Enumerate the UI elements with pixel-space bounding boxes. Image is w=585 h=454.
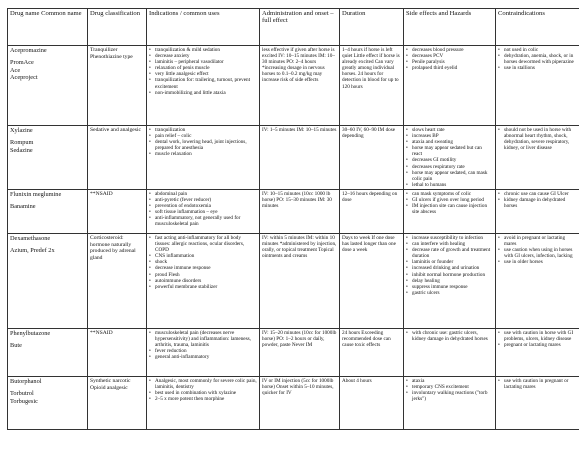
- side-effect-item: • prolapsed third eyelid: [406, 65, 493, 71]
- side-effect-item: • increased drinking and urination: [406, 265, 493, 271]
- side-effect-item: • slows heart rate: [406, 127, 493, 133]
- indications-cell: [147, 189, 260, 233]
- indication-item: • tranquilization & mild sedation: [149, 47, 257, 53]
- side-effect-item: • involuntary walking reactions ("torb jerks"): [406, 390, 493, 402]
- indication-item: • powerful membrane stabilizer: [149, 284, 257, 290]
- side-effect-item: • with chronic use: gastric ulcers, kidney damage in dehydrated horses: [406, 330, 493, 342]
- side-effect-item: • temporary CNS excitement: [406, 384, 493, 390]
- duration-text: Days to week If one dose has lasted longer than one dose a week: [342, 234, 396, 254]
- side-effect-item: • decrease rate of growth and treatment duration: [406, 247, 493, 259]
- header-side-effects: Side effects and Hazards: [404, 9, 496, 46]
- indication-item: • autoimmune disorders: [149, 278, 257, 284]
- contraindication-list: [498, 330, 577, 348]
- header-drug-name: Drug name Common name: [8, 9, 88, 46]
- indication-list: [149, 191, 257, 228]
- drug-name-line: PromAce: [10, 59, 34, 67]
- duration-text: 30–60 IV, 60–90 IM dose depending: [342, 127, 396, 140]
- side-effect-list: [406, 330, 493, 342]
- indication-item: • muscle relaxation: [149, 151, 257, 157]
- side-effect-item: • inhibit normal hormone production: [406, 272, 493, 278]
- side-effect-item: • ataxia and sweating: [406, 139, 493, 145]
- indication-item: • non-immobilizing and little ataxia: [149, 90, 257, 96]
- indication-item: • proud Flesh: [149, 272, 257, 278]
- side-effect-item: • decreases respiratory rate: [406, 164, 493, 170]
- drug-name-line: Ace: [10, 66, 21, 74]
- contraindications-cell: [496, 376, 580, 429]
- administration-text: IV: 1–5 minutes IM: 10–15 minutes: [262, 127, 337, 133]
- drug-name-line: Xylazine: [10, 127, 33, 134]
- indications-cell: [147, 328, 260, 376]
- indication-item: • prevention of endotoxemia: [149, 203, 257, 209]
- side-effects-cell: [404, 328, 496, 376]
- side-effect-item: • laminitis or founder: [406, 259, 493, 265]
- header-duration: Duration: [340, 9, 404, 46]
- header-indications: Indications / common uses: [147, 9, 260, 46]
- drug-name-line: Sedazine: [10, 146, 33, 154]
- classification-cell: [88, 126, 147, 190]
- contraindication-item: • avoid in pregnant or lactating mares: [498, 235, 577, 247]
- indication-list: [149, 127, 257, 157]
- drug-name-line: Azium, Predef 2x: [10, 247, 55, 255]
- classification-cell: [88, 189, 147, 233]
- duration-cell: [340, 376, 404, 429]
- duration-cell: [340, 126, 404, 190]
- drug-name-line: Flunixin meglumine: [10, 190, 62, 198]
- indication-item: • very little analgesic effect: [149, 71, 257, 77]
- classification-cell: [88, 376, 147, 429]
- indication-list: [149, 378, 257, 402]
- header-row: [8, 9, 580, 46]
- contraindication-item: • not used in colic: [498, 47, 577, 53]
- side-effects-cell: [404, 46, 496, 126]
- contraindication-list: [498, 191, 577, 209]
- side-effect-item: • GI ulcers if given over long period: [406, 197, 493, 203]
- classification-cell: [88, 46, 147, 126]
- contraindications-cell: [496, 126, 580, 190]
- indication-item: • Analgesic, most commonly for severe colic pain, laminitis, dentistry: [149, 378, 257, 390]
- duration-cell: [340, 189, 404, 233]
- contraindication-item: • kidney damage in dehydrated horses: [498, 197, 577, 209]
- drug-name-cell: [8, 189, 88, 233]
- side-effect-item: • IM injection site can cause injection site abscess: [406, 203, 493, 215]
- indication-list: [149, 330, 257, 360]
- drug-name-cell: [8, 376, 88, 429]
- indications-cell: [147, 376, 260, 429]
- administration-cell: [260, 189, 340, 233]
- indication-item: • shock: [149, 259, 257, 265]
- side-effect-item: • ataxia: [406, 378, 493, 384]
- drug-name-line: Phenylbutazone: [10, 329, 51, 337]
- administration-text: IV: 15–20 minutes (10cc for 1000lb horse) PO: 1–2 hours or daily, powder, paste Never IM: [262, 329, 337, 349]
- contraindication-item: • use with caution in pregnant or lactating mares: [498, 378, 577, 390]
- drug-name-line: Torbugesic: [10, 397, 38, 405]
- drug-row: [8, 328, 580, 376]
- indication-item: • relaxation of penis muscle: [149, 65, 257, 71]
- classification-cell: [88, 328, 147, 376]
- side-effect-item: • decreases blood pressure: [406, 47, 493, 53]
- indication-item: • decrease immune response: [149, 265, 257, 271]
- header-classification: Drug classification: [88, 9, 147, 46]
- drug-name-line: Banamine: [10, 203, 36, 211]
- contraindications-cell: [496, 328, 580, 376]
- side-effect-item: • gastric ulcers: [406, 290, 493, 296]
- duration-cell: [340, 328, 404, 376]
- drug-reference-sheet: [7, 8, 579, 450]
- side-effect-item: • can interfere with healing: [406, 241, 493, 247]
- indication-item: • fast acting anti-inflammatory for all body tissues: allergic reactions, ocular disorders, COPD: [149, 235, 257, 253]
- side-effect-list: [406, 127, 493, 188]
- administration-cell: [260, 46, 340, 126]
- indication-item: • dental work, lowering head, joint injections, prepared for anesthesia: [149, 139, 257, 151]
- drug-row: [8, 376, 580, 429]
- classification-text: **NSAID: [90, 329, 113, 336]
- side-effects-cell: [404, 233, 496, 328]
- administration-cell: [260, 328, 340, 376]
- side-effect-list: [406, 378, 493, 402]
- classification-text: Corticosteroid: hormone naturally produced by adrenal gland: [90, 234, 136, 261]
- drug-name-line: Aceproject: [10, 73, 38, 81]
- indication-item: • 2–5 x more potent then morphine: [149, 396, 257, 402]
- administration-cell: [260, 233, 340, 328]
- indication-item: • pain relief – colic: [149, 133, 257, 139]
- contraindication-item: • use caution when using in horses with GI ulcers, infection, lacking: [498, 247, 577, 259]
- classification-cell: [88, 233, 147, 328]
- duration-text: 1–4 hours if horse is left quiet Little effect if horse is already excited Can vary greatly among individual horses. 24 hours for detection in blood for up to 120 hours: [342, 47, 400, 90]
- contraindication-list: [498, 378, 577, 390]
- contraindication-item: • use with caution in horse with GI problems, ulcers, kidney disease: [498, 330, 577, 342]
- side-effect-item: • decreases PCV: [406, 53, 493, 59]
- indication-item: • decrease anxiety: [149, 53, 257, 59]
- drug-name-line: Rompum: [10, 139, 34, 147]
- classification-text: Sedative and analgesic: [90, 127, 141, 133]
- contraindications-cell: [496, 233, 580, 328]
- side-effect-item: • Penile paralysis: [406, 59, 493, 65]
- contraindication-item: • should not be used in horse with abnormal heart rhythm, shock, dehydration, severe respiratory, kidney, or liver disease: [498, 127, 577, 151]
- contraindications-cell: [496, 189, 580, 233]
- side-effect-list: [406, 47, 493, 71]
- drug-name-line: Bute: [10, 342, 22, 350]
- indication-item: • best used in combination with xylazine: [149, 390, 257, 396]
- indication-item: • anti-pyretic (fever reducer): [149, 197, 257, 203]
- drug-name-line: Dexamethasone: [10, 234, 51, 242]
- classification-text: **NSAID: [90, 190, 113, 197]
- administration-cell: [260, 126, 340, 190]
- side-effects-cell: [404, 376, 496, 429]
- side-effects-cell: [404, 126, 496, 190]
- indication-item: • laminitis – peripheral vasodilator: [149, 59, 257, 65]
- contraindication-item: • dehydration, anemia, shock, or in horses dewormed with piperazine: [498, 53, 577, 65]
- administration-text: IV or IM injection (5cc for 1000lb horse) Onset within 5–10 minutes, quicker for IV: [262, 377, 334, 397]
- side-effect-list: [406, 191, 493, 215]
- contraindication-list: [498, 47, 577, 71]
- administration-text: IV: within 5 minutes IM: within 10 minutes *administered by injection, orally, or topical treatment Topical ointments and creams: [262, 234, 337, 260]
- drug-table: [7, 8, 579, 430]
- indications-cell: [147, 126, 260, 190]
- drug-name-cell: [8, 233, 88, 328]
- duration-text: About 4 hours: [342, 377, 372, 384]
- side-effects-cell: [404, 189, 496, 233]
- indications-cell: [147, 46, 260, 126]
- header-contraindications: Contraindications: [496, 9, 580, 46]
- classification-text: Tranquilizer Phenothiazine type: [90, 47, 133, 60]
- indication-item: • tranquilization for: trailering, turnout, prevent excitement: [149, 77, 257, 89]
- indication-item: • fever reduction: [149, 348, 257, 354]
- duration-text: 24 hours Exceeding recommended dose can cause toxic effects: [342, 329, 391, 349]
- side-effect-item: • suppress immune response: [406, 284, 493, 290]
- drug-row: [8, 46, 580, 126]
- contraindication-list: [498, 235, 577, 265]
- administration-text: IV: 10–15 minutes (10cc 1000 lb horse) PO: 15–30 minutes IM: 30 minutes: [262, 190, 332, 210]
- indication-item: • CNS inflammation: [149, 253, 257, 259]
- indication-item: • general anti-inflammatory: [149, 354, 257, 360]
- contraindication-item: • use in older horses: [498, 259, 577, 265]
- drug-name-cell: [8, 126, 88, 190]
- side-effect-item: • horse may appear sedated, can mask colic pain: [406, 170, 493, 182]
- contraindication-list: [498, 127, 577, 151]
- drug-name-line: Torbutrol: [10, 390, 34, 398]
- drug-name-cell: [8, 328, 88, 376]
- drug-row: [8, 233, 580, 328]
- contraindication-item: • pregnant or lactating mares: [498, 342, 577, 348]
- drug-name-line: Acepromazine: [10, 47, 47, 54]
- side-effect-item: • delay healing: [406, 278, 493, 284]
- side-effect-list: [406, 235, 493, 296]
- indication-item: • anti-inflammatory, not generally used for musculoskeletal pain: [149, 215, 257, 227]
- administration-text: less effective if given after horse is excited IV: 10–15 minutes IM: 10–30 minutes PO: 2–4 hours *increasing dosage in nervous horses to 0.1–0.2 mg/kg may increase risk of side effects: [262, 47, 335, 84]
- indication-list: [149, 235, 257, 290]
- indication-item: • tranquilization: [149, 127, 257, 133]
- indication-item: • musculoskeletal pain (decreases nerve hypersensitivity) and inflammation: lameness, arthritis, trauma, laminitis: [149, 330, 257, 348]
- drug-name-line: Butorphanol: [10, 377, 42, 385]
- classification-text: Synthetic narcotic Opioid analgesic: [90, 377, 131, 391]
- drug-name-cell: [8, 46, 88, 126]
- duration-text: 12–16 hours depending on dose: [342, 190, 398, 204]
- drug-row: [8, 126, 580, 190]
- drug-row: [8, 189, 580, 233]
- side-effect-item: • horse may appear sedated but can react: [406, 145, 493, 157]
- side-effect-item: • lethal to humans: [406, 182, 493, 188]
- administration-cell: [260, 376, 340, 429]
- indication-list: [149, 47, 257, 96]
- duration-cell: [340, 46, 404, 126]
- duration-cell: [340, 233, 404, 328]
- side-effect-item: • can mask symptoms of colic: [406, 191, 493, 197]
- side-effect-item: • increases BP: [406, 133, 493, 139]
- header-administration: Administration and onset – full effect: [260, 9, 340, 46]
- contraindications-cell: [496, 46, 580, 126]
- indication-item: • soft tissue inflammation – eye: [149, 209, 257, 215]
- contraindication-item: • chronic use can cause GI Ulcer: [498, 191, 577, 197]
- indication-item: • abdominal pain: [149, 191, 257, 197]
- side-effect-item: • decreases GI motility: [406, 157, 493, 163]
- side-effect-item: • increase susceptibility to infection: [406, 235, 493, 241]
- contraindication-item: • use in stallions: [498, 65, 577, 71]
- indications-cell: [147, 233, 260, 328]
